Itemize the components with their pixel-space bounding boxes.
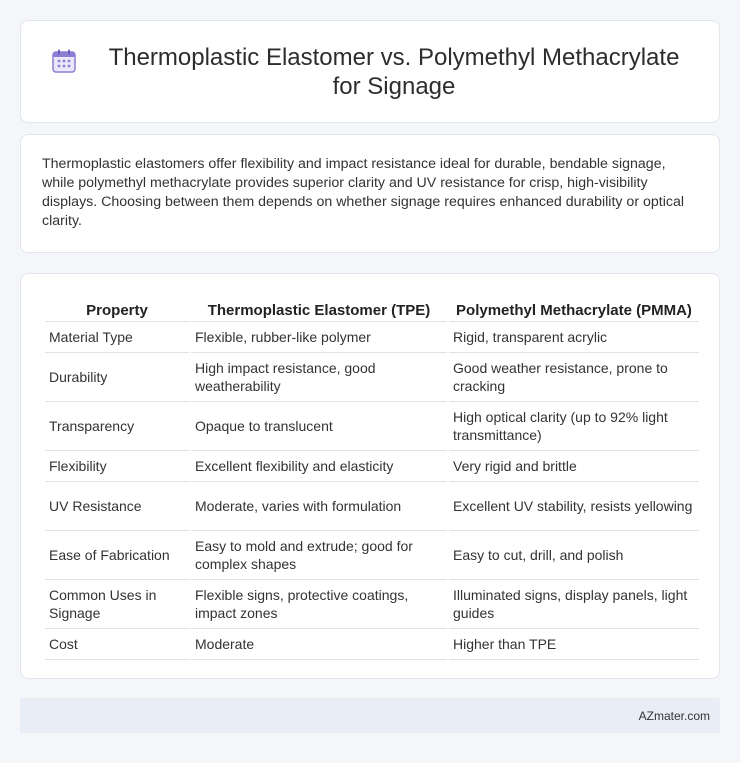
calendar-grid-icon: [50, 47, 78, 75]
table-cell: High optical clarity (up to 92% light transmittance): [449, 402, 699, 451]
table-cell: High impact resistance, good weatherability: [191, 353, 447, 402]
table-cell: UV Resistance: [45, 482, 189, 531]
table-cell: Flexibility: [45, 451, 189, 482]
table-row: [45, 402, 699, 451]
table-cell: Flexible signs, protective coatings, impact zones: [191, 580, 447, 629]
header-property: Property: [45, 296, 189, 322]
table-cell: Rigid, transparent acrylic: [449, 322, 699, 353]
table-row: [45, 580, 699, 629]
title-wrap: [50, 43, 690, 101]
table-cell: Easy to cut, drill, and polish: [449, 531, 699, 580]
table-cell: Very rigid and brittle: [449, 451, 699, 482]
header-pmma: Polymethyl Methacrylate (PMMA): [449, 296, 699, 322]
comparison-table: [43, 296, 701, 660]
table-cell: Excellent UV stability, resists yellowing: [449, 482, 699, 531]
table-row: [45, 482, 699, 531]
table-cell: Cost: [45, 629, 189, 660]
table-cell: Moderate, varies with formulation: [191, 482, 447, 531]
header-tpe: Thermoplastic Elastomer (TPE): [191, 296, 447, 322]
table-cell: Flexible, rubber-like polymer: [191, 322, 447, 353]
page-title: Thermoplastic Elastomer vs. Polymethyl Methacrylate for Signage: [108, 43, 680, 100]
table-cell: Ease of Fabrication: [45, 531, 189, 580]
title-card: [20, 20, 720, 123]
table-cell: Good weather resistance, prone to cracking: [449, 353, 699, 402]
table-cell: Moderate: [191, 629, 447, 660]
table-row: [45, 322, 699, 353]
table-row: [45, 451, 699, 482]
table-row: [45, 629, 699, 660]
table-header-row: [45, 296, 699, 322]
description-card: [20, 134, 720, 253]
table-cell: Excellent flexibility and elasticity: [191, 451, 447, 482]
table-cell: Material Type: [45, 322, 189, 353]
table-cell: Opaque to translucent: [191, 402, 447, 451]
table-row: [45, 353, 699, 402]
description-text: Thermoplastic elastomers offer flexibility and impact resistance ideal for durable, bendable signage, while polymethyl methacrylate provides superior clarity and UV resistance for crisp, high-visibility displays. Choosing between them depends on whether signage requires enhanced durability or optical clarity.: [42, 156, 684, 229]
footer-brand[interactable]: AZmater.com: [638, 708, 710, 723]
footer: [20, 698, 720, 733]
table-cell: Transparency: [45, 402, 189, 451]
table-cell: Illuminated signs, display panels, light guides: [449, 580, 699, 629]
table-row: [45, 531, 699, 580]
table-cell: Higher than TPE: [449, 629, 699, 660]
comparison-table-card: [20, 273, 720, 679]
table-cell: Durability: [45, 353, 189, 402]
table-cell: Common Uses in Signage: [45, 580, 189, 629]
table-cell: Easy to mold and extrude; good for complex shapes: [191, 531, 447, 580]
